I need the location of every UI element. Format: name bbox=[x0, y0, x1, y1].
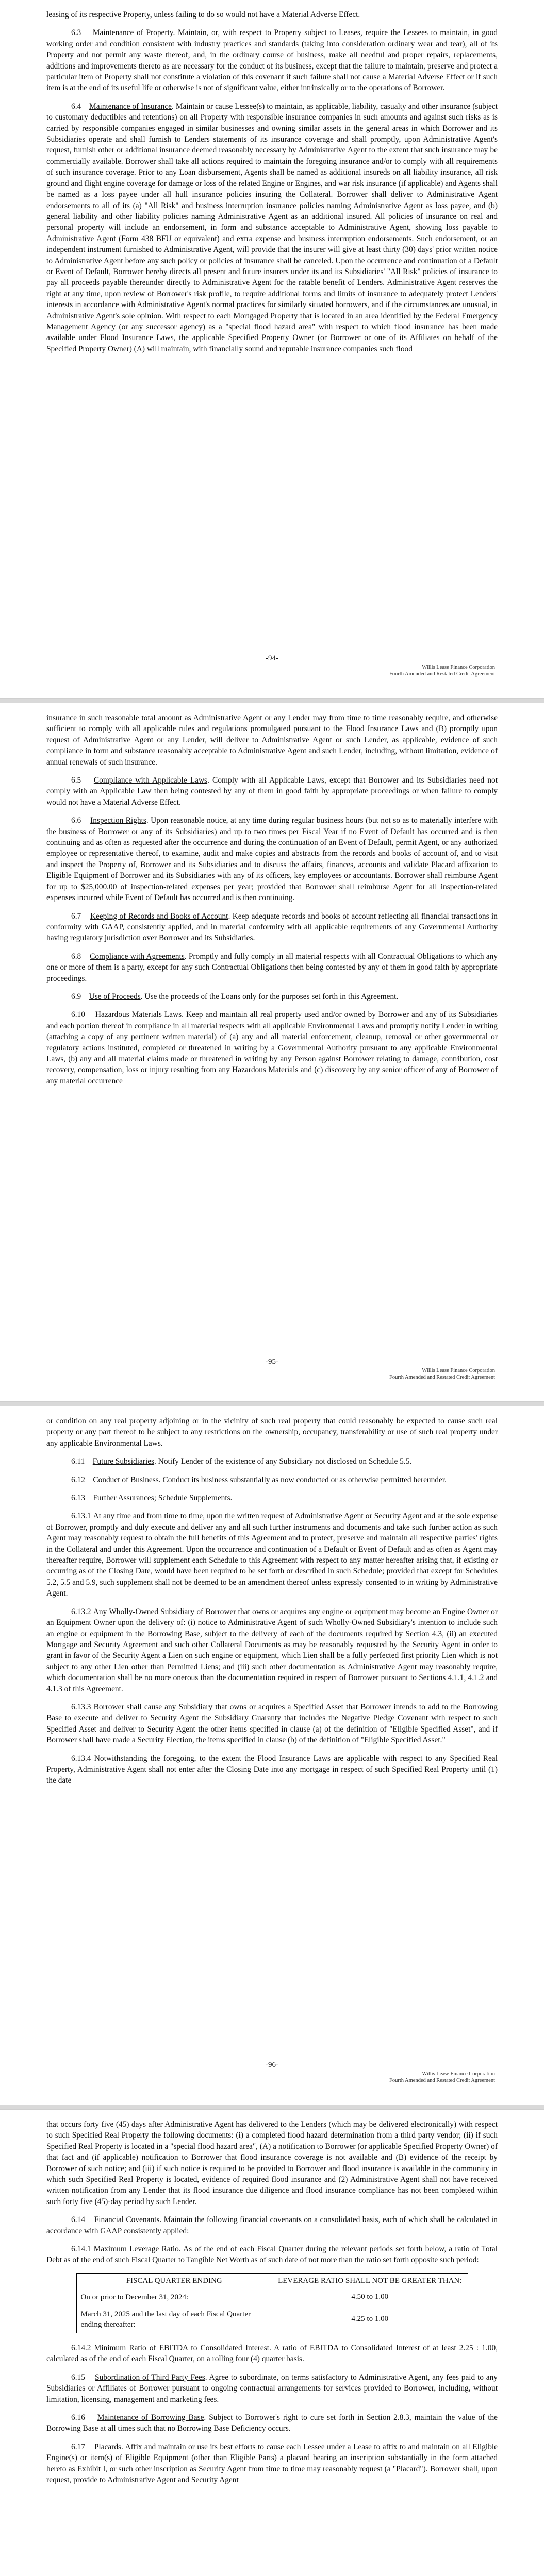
table-header-cell: LEVERAGE RATIO SHALL NOT BE GREATER THAN: bbox=[272, 2273, 468, 2289]
section-6-11: 6.11 Future Subsidiaries. Notify Lender of the existence of any Subsidiary not disclosed on Schedule 5.5. bbox=[71, 1457, 412, 1466]
paragraph-continuation: insurance in such reasonable total amount as Administrative Agent or any Lender may from time to time reasonably require, and otherwise sufficient to comply with all applicable rules and regulations promulgated pursuant to the Flood Insurance Laws and (B) promptly upon request of Administrative Agent or any Lender, will deliver to Administrative Agent or such Lender, as applicable, evidence of such compliance in form and substance reasonably acceptable to Administrative Agent and such Lender, including, without limitation, evidence of annual renewals of such insurance. bbox=[46, 714, 498, 767]
table-header-cell: FISCAL QUARTER ENDING bbox=[76, 2273, 272, 2289]
table-cell: 4.50 to 1.00 bbox=[272, 2289, 468, 2306]
section-6-13-1: 6.13.1 At any time and from time to time, upon the written request of Administrative Agent or Security Agent and at the sole expense of Borrower, promptly and duly execute and deliver any and all such further instruments and documents and take such further action as such Agent may reasonably request to obtain the full benefits of this Agreement and to protect, preserve and maintain all respective parties' rights in the Collateral and under this Agreement. Upon the occurrence and continuation of a Default or Event of Default and as often as Agent may thereafter require, Borrower will supplement each Schedule to this Agreement with respect to any matter hereafter arising that, if existing or occurring as of the Closing Date, would have been required to be set forth or described in such Schedule; provided that except for Schedules 5.2, 5.5 and 5.9, such supplement shall not be deemed to be an amendment thereof unless expressly consented to in writing by Administrative Agent. bbox=[46, 1512, 498, 1598]
section-6-15: 6.15 Subordination of Third Party Fees. Agree to subordinate, on terms satisfactory to Administrative Agent, any fees paid to any Subsidiaries or Affiliates of Borrower pursuant to ongoing contractual arrangements for services provided to Borrower, including, without limitation, licensing, management and marketing fees. bbox=[46, 2372, 498, 2404]
page-footer bbox=[389, 664, 495, 677]
section-heading: Maximum Leverage Ratio bbox=[93, 2245, 179, 2254]
section-6-5: 6.5 Compliance with Applicable Laws. Comply with all Applicable Laws, except that Borrower and its Subsidiaries need not comply with an Applicable Law then being contested by any of them in good faith by appropriate proceedings or when failure to comply would not have a Material Adverse Effect. bbox=[46, 776, 498, 807]
section-heading: Placards bbox=[94, 2442, 121, 2451]
section-6-10: 6.10 Hazardous Materials Laws. Keep and maintain all real property used and/or owned by Borrower and any of its Subsidiaries and each portion thereof in compliance in all material respects with all applicable Environmental Laws and promptly notify Lender in writing (attaching a copy of any pertinent written material) of (a) any and all material enforcement, cleanup, removal or other governmental or regulatory actions instituted, completed or threatened in writing by a Governmental Authority pursuant to any applicable Environmental Laws, (b) any and all material claims made or threatened in writing by any Person against Borrower relating to damage, contribution, cost recovery, compensation, loss or injury resulting from any Hazardous Materials and (c) discovery by any senior officer of any of Borrower of any material occurrence bbox=[46, 1010, 498, 1086]
table-row bbox=[76, 2289, 468, 2306]
paragraph-continuation: leasing of its respective Property, unless failing to do so would not have a Material Adverse Effect. bbox=[46, 10, 360, 19]
section-heading: Minimum Ratio of EBITDA to Consolidated Interest bbox=[94, 2343, 270, 2352]
section-6-13-2: 6.13.2 Any Wholly-Owned Subsidiary of Borrower that owns or acquires any engine or equipment may become an Engine Owner or an Equipment Owner upon the delivery of: (i) notice to Administrative Agent of such Wholly-Owned Subsidiary's intention to include such an engine or equipment in the Borrowing Base, subject to the delivery of each of the documents required by Section 4.3, (ii) an executed Mortgage and Security Agreement and such other Collateral Documents as may be reasonably requested by the Security Agent in order to grant in favor of the Security Agent a Lien on such engine or equipment, which Lien shall be a fully perfected first priority Lien which is not subject to any other Lien other than Permitted Liens; and (iii) such other documentation as Administrative Agent may reasonably require, which documentation shall be no more onerous than the documentation required in respect of Borrower pursuant to Sections 4.1.1, 4.1.2 and 4.1.3 of this Agreement. bbox=[46, 1607, 498, 1693]
table-header-row bbox=[76, 2273, 468, 2289]
section-heading: Financial Covenants bbox=[94, 2215, 160, 2225]
paragraph-continuation: that occurs forty five (45) days after Administrative Agent has delivered to the Lenders (which may be delivered electronically) with respect to such Specified Real Property the following documents: (i) a completed flood hazard determination from a third party vendor; (ii) if such Specified Real Property is located in a "special flood hazard area", (A) a notification to Borrower (or applicable Specified Property Owner) of that fact and (if applicable) notification to Borrower that flood insurance coverage is not available and (B) evidence of the receipt by Borrower of such notice; and (iii) if such notice is required to be provided to Borrower and flood insurance is available in the community in which such Specified Real Property is located, evidence of required flood insurance and (2) Administrative Agent shall not have received written notification from any Lender that its flood insurance due diligence and flood insurance compliance has not been completed within such forty five (45)-day period by such Lender. bbox=[46, 2120, 498, 2206]
section-heading: Hazardous Materials Laws bbox=[95, 1010, 182, 1020]
page-footer bbox=[389, 2071, 495, 2084]
section-heading: Use of Proceeds bbox=[89, 992, 141, 1001]
section-6-17: 6.17 Placards. Affix and maintain or use its best efforts to cause each Lessee under a Lease to affix to and maintain on all Eligible Engine(s) or item(s) of Eligible Equipment (other than Eligible Parts) a placard bearing an inscription substantially in the form attached hereto as Exhibit I, or such other inscription as Security Agent from time to time may reasonably request (a "Placard"). Borrower shall, upon request, provide to Administrative Agent and Security Agent bbox=[46, 2442, 498, 2484]
leverage-ratio-table bbox=[76, 2273, 468, 2333]
section-6-14: 6.14 Financial Covenants. Maintain the following financial covenants on a consolidated basis, each of which shall be calculated in accordance with GAAP consistently applied: bbox=[46, 2215, 498, 2235]
section-6-14-1: 6.14.1 Maximum Leverage Ratio. As of the end of each Fiscal Quarter during the relevant periods set forth below, a ratio of Total Debt as of the end of such Fiscal Quarter to Tangible Net Worth as of such date of not more than the ratio set forth opposite such period: bbox=[46, 2245, 498, 2265]
section-6-4: 6.4 Maintenance of Insurance. Maintain or cause Lessee(s) to maintain, as applicable, liability, casualty and other insurance (subject to customary deductibles and retentions) on all Property with responsible insurance companies in such amounts and against such risks as is carried by responsible companies engaged in similar businesses and owning similar assets in the general areas in which Borrower and its Subsidiaries operate and shall furnish to Lenders statements of its insurance coverage and shall promptly, upon Administrative Agent's request, furnish other or additional insurance deemed reasonably necessary by Administrative Agent to the extent that such insurance may be commercially available. Borrower shall take all actions required to maintain the foregoing insurance and/or to comply with all requirements of such insurance coverage. Prior to any Loan disbursement, Agents shall be named as additional insureds on all liability insurance, all risk ground and flight engine coverage for damage or loss of the related Engine or Engines, and war risk insurance (if applicable) and Agents shall be named as a loss payee under all hull insurance policies insuring the Collateral. Borrower shall deliver to Administrative Agent endorsements to all of its (a) "All Risk" and business interruption insurance policies naming Administrative Agent as loss payee, and (b) general liability and other liability policies naming Administrative Agent as an additional insured. All policies of insurance on real and personal property will include an endorsement, in form and substance acceptable to Administrative Agent, showing loss payable to Administrative Agent (Form 438 BFU or equivalent) and extra expense and business interruption endorsements. Such endorsement, or an independent instrument furnished to Administrative Agent, will provide that the insurer will give at least thirty (30) days' prior written notice to Administrative Agent before any such policy or policies of insurance shall be canceled. Upon the occurrence and continuation of a Default or Event of Default, Borrower hereby directs all present and future insurers under its and its Subsidiaries' "All Risk" policies of insurance to pay all proceeds payable thereunder directly to Administrative Agent for the ratable benefit of Lenders. Administrative Agent reserves the right at any time, upon review of Borrower's risk profile, to require additional forms and limits of insurance to adequately protect Lenders' interests in accordance with Administrative Agent's normal practices for similarly situated borrowers, and if the circumstances are unusual, in Administrative Agent's sole opinion. With respect to each Mortgaged Property that is located in an area identified by the Federal Emergency Management Agency (or any successor agency) as a "special flood hazard area" with respect to which flood insurance has been made available under Flood Insurance Laws, the applicable Specified Property Owner (or Borrower or one of its Affiliates on behalf of the Specified Property Owner) (A) will maintain, with financially sound and reputable insurance companies such flood bbox=[46, 101, 498, 353]
document-page-95 bbox=[0, 703, 544, 1401]
section-heading: Keeping of Records and Books of Account bbox=[90, 911, 228, 921]
footer-company: Willis Lease Finance Corporation bbox=[422, 665, 495, 670]
section-6-14-2: 6.14.2 Minimum Ratio of EBITDA to Consolidated Interest. A ratio of EBITDA to Consolidated Interest of at least 2.25 : 1.00, calculated as of the end of each Fiscal Quarter, on a rolling four (4) quarter basis. bbox=[46, 2343, 498, 2364]
section-6-13: 6.13 Further Assurances; Schedule Supplements. bbox=[71, 1494, 233, 1503]
section-6-13-3: 6.13.3 Borrower shall cause any Subsidiary that owns or acquires a Specified Asset that Borrower intends to add to the Borrowing Base to execute and deliver to Security Agent the Subsidiary Guaranty that includes the Negative Pledge Covenant with respect to such Specified Asset and deliver to Security Agent the other items specified in clause (a) of the definition of "Eligible Specified Asset", and if Borrower shall have made a Security Election, the items specified in clause (b) of the definition of "Eligible Specified Asset." bbox=[46, 1702, 498, 1745]
section-heading: Subordination of Third Party Fees bbox=[95, 2372, 205, 2382]
footer-agreement: Fourth Amended and Restated Credit Agreement bbox=[389, 1375, 495, 1380]
table-cell: March 31, 2025 and the last day of each Fiscal Quarter ending thereafter: bbox=[76, 2306, 272, 2333]
section-heading: Maintenance of Borrowing Base bbox=[97, 2413, 204, 2422]
footer-company: Willis Lease Finance Corporation bbox=[422, 1368, 495, 1374]
section-heading: Compliance with Agreements bbox=[90, 952, 185, 961]
page-number: -95- bbox=[266, 1358, 278, 1366]
section-heading: Compliance with Applicable Laws bbox=[93, 776, 208, 785]
section-6-8: 6.8 Compliance with Agreements. Promptly and fully comply in all material respects with all Contractual Obligations to which any one or more of them is a party, except for any such Contractual Obligations then being contested by any of them in good faith by appropriate proceedings. bbox=[46, 952, 498, 983]
section-6-12: 6.12 Conduct of Business. Conduct its business substantially as now conducted or as otherwise permitted hereunder. bbox=[71, 1475, 447, 1484]
section-6-9: 6.9 Use of Proceeds. Use the proceeds of the Loans only for the purposes set forth in this Agreement. bbox=[71, 992, 399, 1001]
section-heading: Maintenance of Property bbox=[92, 28, 173, 38]
section-6-3: 6.3 Maintenance of Property. Maintain, or, with respect to Property subject to Leases, require the Lessees to maintain, in good working order and condition consistent with industry practices and standards (taking into consideration ordinary wear and tear), all of its Property and not permit any waste thereof, and, in the ordinary course of business, make all needful and proper repairs, replacements, additions and improvements thereto as are necessary for the conduct of its business, except that the failure to maintain, preserve and protect a particular item of Property shall not constitute a violation of this covenant if such failure shall not cause a Material Adverse Effect or if such item is at the end of its useful life or otherwise is not of significant value, either intrinsically or to the operations of Borrower. bbox=[46, 28, 498, 93]
page-footer bbox=[389, 1367, 495, 1381]
footer-company: Willis Lease Finance Corporation bbox=[422, 2071, 495, 2077]
table-row bbox=[76, 2306, 468, 2333]
section-heading: Maintenance of Insurance bbox=[89, 101, 172, 111]
document-page-94 bbox=[0, 0, 544, 698]
table-cell: On or prior to December 31, 2024: bbox=[76, 2289, 272, 2306]
document-page-96 bbox=[0, 1406, 544, 2105]
footer-agreement: Fourth Amended and Restated Credit Agreement bbox=[389, 2078, 495, 2083]
section-6-16: 6.16 Maintenance of Borrowing Base. Subject to Borrower's right to cure set forth in Section 2.8.3, maintain the value of the Borrowing Base at all times such that no Borrowing Base Deficiency occurs. bbox=[46, 2413, 498, 2433]
page-number: -94- bbox=[266, 654, 278, 663]
section-6-13-4: 6.13.4 Notwithstanding the foregoing, to the extent the Flood Insurance Laws are applicable with respect to any Specified Real Property, Administrative Agent shall not enter after the Closing Date into any mortgage in respect of such Specified Real Property until (1) the date bbox=[46, 1754, 498, 1785]
paragraph-continuation: or condition on any real property adjoining or in the vicinity of such real property that could reasonably be expected to cause such real property or any part thereof to be subject to any restrictions on the ownership, occupancy, transferability or use of such real property under any applicable Environmental Laws. bbox=[46, 1417, 498, 1448]
section-6-6: 6.6 Inspection Rights. Upon reasonable notice, at any time during regular business hours (but not so as to materially interfere with the business of Borrower or any of its Subsidiaries) and up to two times per Fiscal Year if no Event of Default has occurred and is then continuing and as often as requested after the occurrence and during the continuation of an Event of Default, permit Agent, or any authorized employee or representative thereof, to examine, audit and make copies and abstracts from the records and books of account of, and to visit and inspect the Property of, Borrower and its Subsidiaries and to discuss the affairs, finances, accounts and validate Placard affixation to Eligible Equipment of Borrower and its Subsidiaries with any of its officers, key employees or accountants. Borrower shall reimburse Agent for up to $25,000.00 of inspection-related expenses per year; provided that Borrower shall reimburse Agent for all inspection-related expenses incurred while Event of Default has occurred and is then continuing. bbox=[46, 816, 498, 903]
page-number: -96- bbox=[266, 2061, 278, 2069]
table-cell: 4.25 to 1.00 bbox=[272, 2306, 468, 2333]
section-heading: Conduct of Business bbox=[93, 1475, 159, 1484]
section-heading: Further Assurances; Schedule Supplements bbox=[93, 1494, 230, 1503]
section-heading: Inspection Rights bbox=[90, 816, 146, 825]
document-page-97 bbox=[0, 2110, 544, 2576]
section-heading: Future Subsidiaries bbox=[92, 1457, 155, 1466]
section-6-7: 6.7 Keeping of Records and Books of Account. Keep adequate records and books of account reflecting all financial transactions in conformity with GAAP, consistently applied, and in material conformity with all applicable requirements of any Governmental Authority having regulatory jurisdiction over Borrower and its Subsidiaries. bbox=[46, 911, 498, 943]
footer-agreement: Fourth Amended and Restated Credit Agreement bbox=[389, 671, 495, 677]
